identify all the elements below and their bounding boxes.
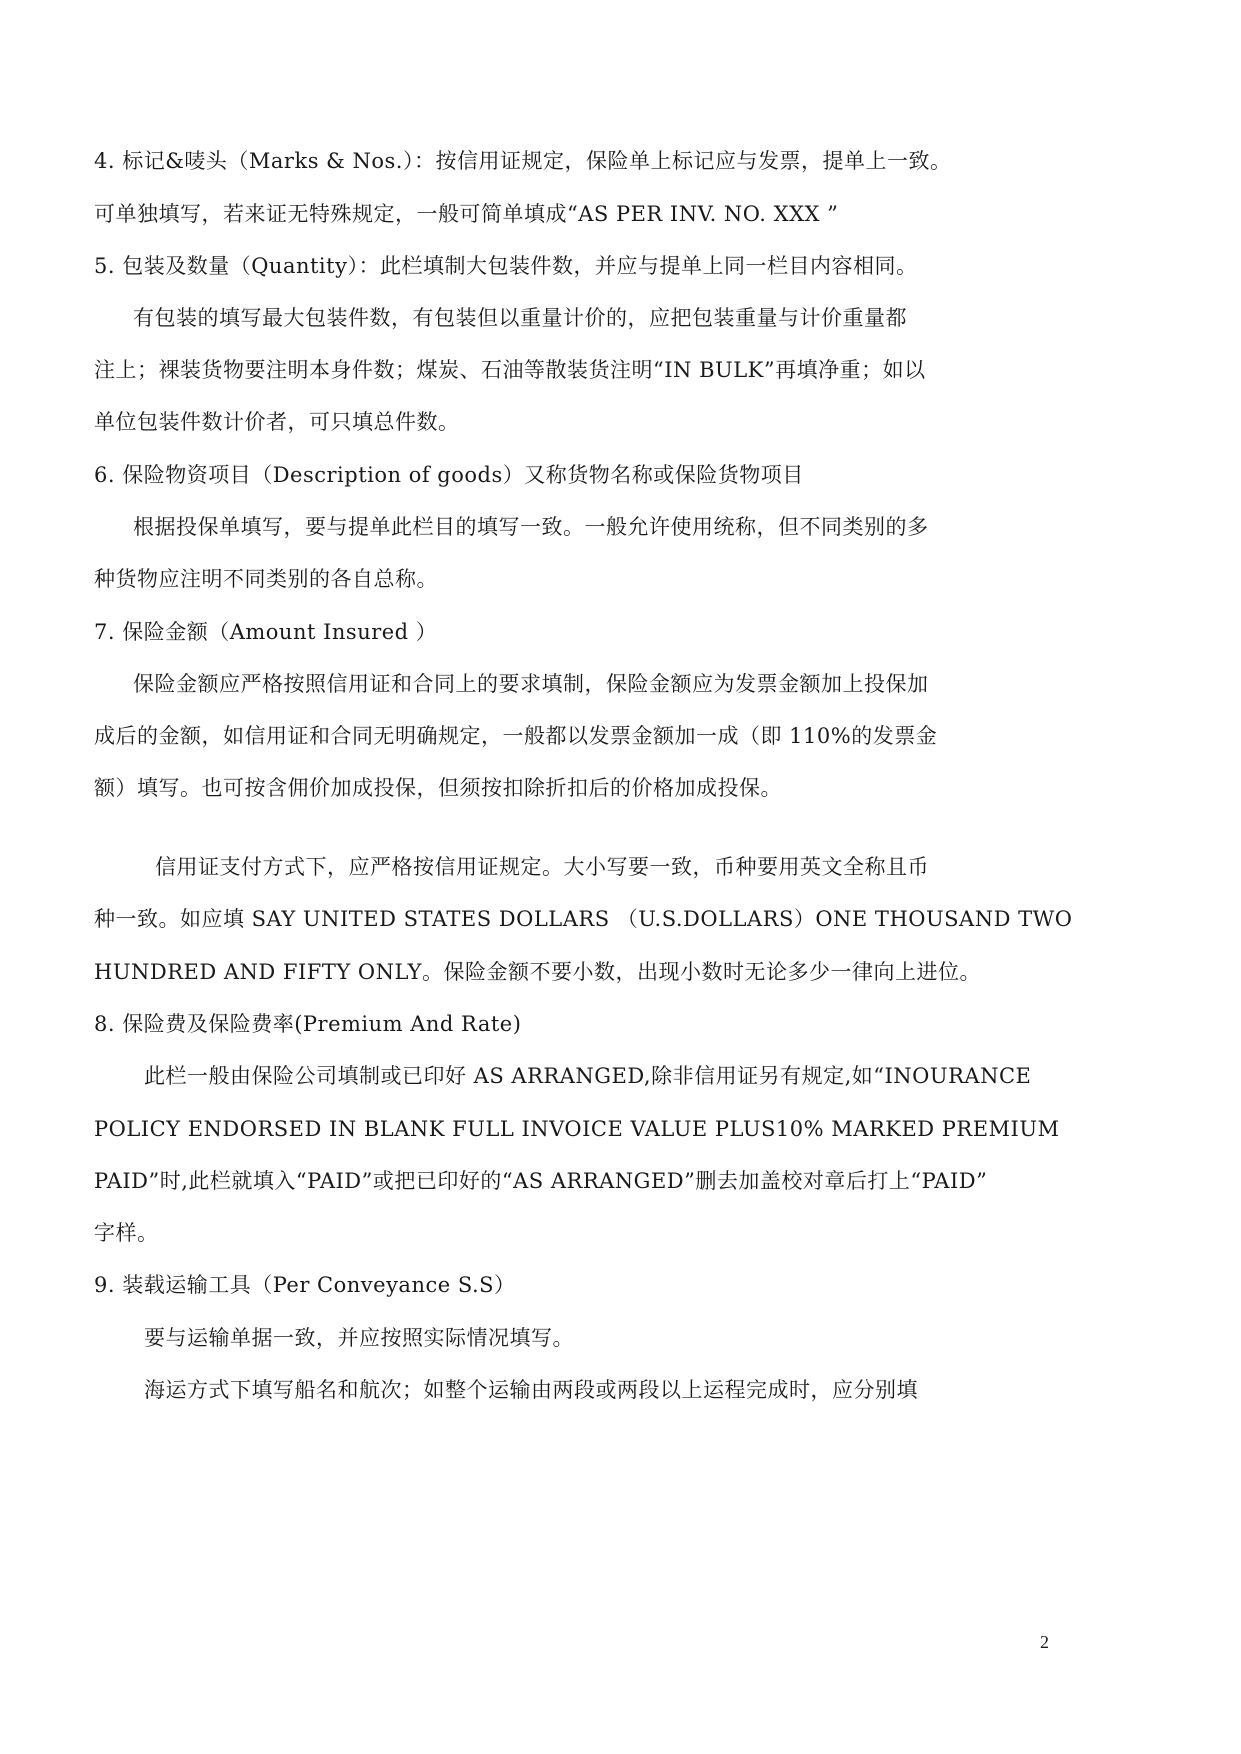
item-7-paragraph-2-line-3: HUNDRED AND FIFTY ONLY。保险金额不要小数，出现小数时无论多少一律向上进位。 xyxy=(94,960,981,984)
item-8-paragraph-line-1: 此栏一般由保险公司填制或已印好 AS ARRANGED,除非信用证另有规定,如“INOURANCE xyxy=(144,1064,1032,1088)
item-7-paragraph-line-1: 保险金额应严格按照信用证和合同上的要求填制，保险金额应为发票金额加上投保加 xyxy=(133,672,929,696)
item-7-heading: 7. 保险金额（Amount Insured ） xyxy=(94,620,438,644)
item-7-paragraph-2-line-2: 种一致。如应填 SAY UNITED STATES DOLLARS （U.S.DOLLARS）ONE THOUSAND TWO xyxy=(94,907,1073,931)
item-6-paragraph-line-1: 根据投保单填写，要与提单此栏目的填写一致。一般允许使用统称，但不同类别的多 xyxy=(133,515,929,539)
item-4-heading: 4. 标记&唛头（Marks & Nos.）：按信用证规定，保险单上标记应与发票，提单上一致。 xyxy=(94,149,952,173)
item-5-paragraph-line-1: 有包装的填写最大包装件数，有包装但以重量计价的，应把包装重量与计价重量都 xyxy=(133,306,907,330)
item-6-paragraph-line-2: 种货物应注明不同类别的各自总称。 xyxy=(94,567,438,591)
item-6-heading: 6. 保险物资项目（Description of goods）又称货物名称或保险货物项目 xyxy=(94,463,804,487)
item-8-paragraph-line-2: POLICY ENDORSED IN BLANK FULL INVOICE VALUE PLUS10% MARKED PREMIUM xyxy=(94,1117,1060,1141)
item-5-heading: 5. 包装及数量（Quantity）：此栏填制大包装件数，并应与提单上同一栏目内容相同。 xyxy=(94,254,918,278)
item-7-paragraph-line-3: 额）填写。也可按含佣价加成投保，但须按扣除折扣后的价格加成投保。 xyxy=(94,776,782,800)
item-8-heading: 8. 保险费及保险费率(Premium And Rate) xyxy=(94,1012,522,1036)
item-9-paragraph-line-1: 要与运输单据一致，并应按照实际情况填写。 xyxy=(144,1326,574,1350)
item-4-text: 可单独填写，若来证无特殊规定，一般可简单填成“AS PER INV. NO. XXX ” xyxy=(94,202,839,226)
item-9-heading: 9. 装载运输工具（Per Conveyance S.S） xyxy=(94,1273,516,1297)
item-8-paragraph-line-4: 字样。 xyxy=(94,1221,159,1245)
item-5-paragraph-line-2: 注上；裸装货物要注明本身件数；煤炭、石油等散装货注明“IN BULK”再填净重；如以 xyxy=(94,358,926,382)
page-number: 2 xyxy=(1040,1632,1049,1652)
item-7-paragraph-line-2: 成后的金额，如信用证和合同无明确规定，一般都以发票金额加一成（即 110%的发票金 xyxy=(94,724,938,748)
item-7-paragraph-2-line-1: 信用证支付方式下，应严格按信用证规定。大小写要一致，币种要用英文全称且币 xyxy=(155,855,929,879)
item-5-paragraph-line-3: 单位包装件数计价者，可只填总件数。 xyxy=(94,410,460,434)
item-8-paragraph-line-3: PAID”时,此栏就填入“PAID”或把已印好的“AS ARRANGED”删去加盖校对章后打上“PAID” xyxy=(94,1169,988,1193)
item-9-paragraph-line-2: 海运方式下填写船名和航次；如整个运输由两段或两段以上运程完成时，应分别填 xyxy=(144,1378,918,1402)
